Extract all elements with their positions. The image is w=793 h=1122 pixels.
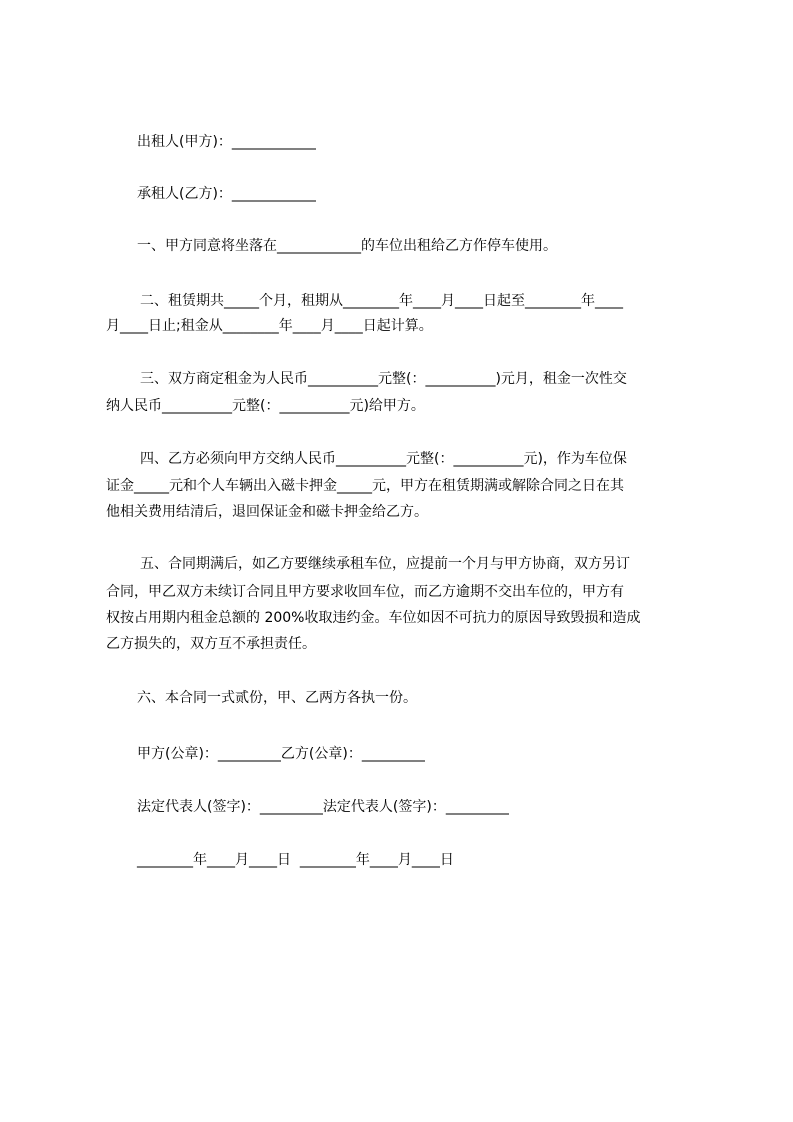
clause-5-line-1: 五、合同期满后，如乙方要继续承租车位，应提前一个月与甲方协商，双方另订 — [140, 556, 630, 572]
lessor-line: 出租人(甲方)：____________ — [137, 134, 316, 150]
clause-5-line-3: 权按占用期内租金总额的 200%收取违约金。车位如因不可抗力的原因导致毁损和造成 — [106, 610, 641, 626]
clause-3-line-1: 三、双方商定租金为人民币__________元整(：__________)元月，租金一次性交 — [140, 371, 627, 387]
seals-line: 甲方(公章)：_________乙方(公章)：_________ — [137, 746, 425, 762]
clause-6: 六、本合同一式贰份，甲、乙两方各执一份。 — [137, 690, 417, 706]
clause-3-line-2: 纳人民币__________元整(：__________元)给甲方。 — [106, 398, 425, 414]
clause-4-line-1: 四、乙方必须向甲方交纳人民币__________元整(：__________元)，作为车位保 — [140, 451, 627, 467]
clause-4-line-2: 证金_____元和个人车辆出入磁卡押金_____元，甲方在租赁期满或解除合同之日在其 — [106, 478, 624, 494]
clause-4-line-3: 他相关费用结清后，退回保证金和磁卡押金给乙方。 — [106, 504, 428, 520]
clause-5-line-2: 合同，甲乙双方未续订合同且甲方要求收回车位，而乙方逾期不交出车位的，甲方有 — [106, 584, 624, 600]
clause-1: 一、甲方同意将坐落在____________的车位出租给乙方作停车使用。 — [137, 238, 557, 254]
signatures-line: 法定代表人(签字)：_________法定代表人(签字)：_________ — [137, 799, 509, 815]
clause-5-line-4: 乙方损失的，双方互不承担责任。 — [106, 636, 316, 652]
lessee-line: 承租人(乙方)：____________ — [137, 186, 316, 202]
clause-2-line-2: 月____日止;租金从________年____月____日起计算。 — [106, 318, 433, 334]
dates-line: ________年____月____日 ________年____月____日 — [137, 852, 454, 868]
clause-2-line-1: 二、租赁期共_____个月，租期从________年____月____日起至________年____ — [140, 293, 623, 309]
